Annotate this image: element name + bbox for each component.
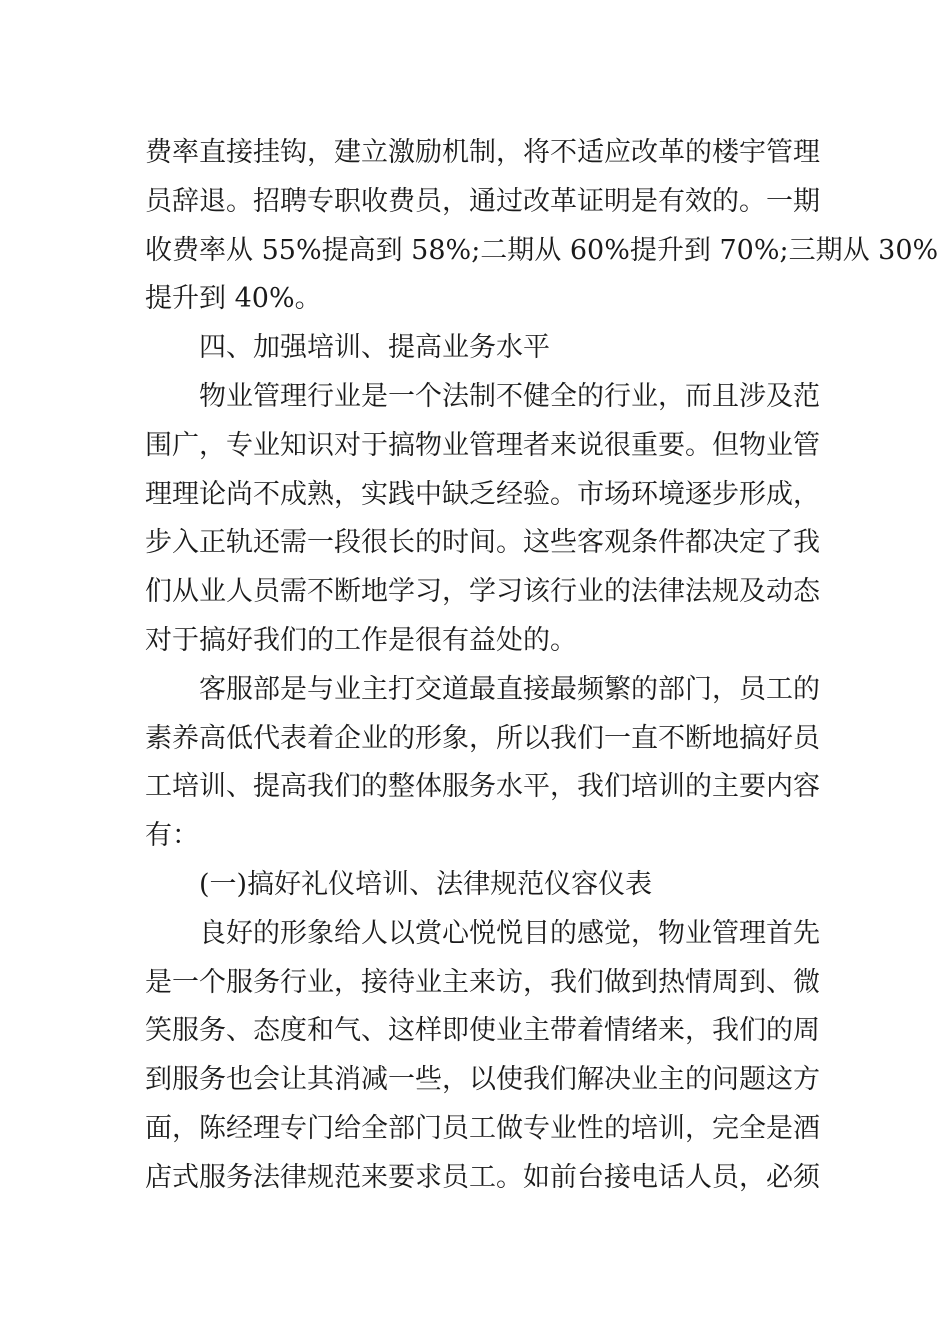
text-line: 员辞退。招聘专职收费员，通过改革证明是有效的。一期 [145, 185, 820, 217]
text-line: 笑服务、态度和气、这样即使业主带着情绪来，我们的周 [145, 1015, 820, 1047]
text-line: 良好的形象给人以赏心悦悦目的感觉，物业管理首先 [199, 917, 820, 949]
section-heading: 四、加强培训、提高业务水平 [199, 332, 550, 364]
text-line: 物业管理行业是一个法制不健全的行业，而且涉及范 [199, 380, 820, 412]
document-body [145, 129, 939, 1203]
text-line: 理理论尚不成熟，实践中缺乏经验。市场环境逐步形成， [145, 478, 820, 510]
text-line: 围广，专业知识对于搞物业管理者来说很重要。但物业管 [145, 429, 820, 461]
subsection-heading: (一)搞好礼仪培训、法律规范仪容仪表 [199, 868, 653, 900]
text-line: 工培训、提高我们的整体服务水平，我们培训的主要内容 [145, 771, 820, 803]
text-line: 费率直接挂钩，建立激励机制，将不适应改革的楼宇管理 [145, 137, 820, 168]
text-line: 客服部是与业主打交道最直接最频繁的部门，员工的 [199, 673, 820, 705]
text-line: 是一个服务行业，接待业主来访，我们做到热情周到、微 [145, 966, 820, 998]
text-line: 素养高低代表着企业的形象，所以我们一直不断地搞好员 [145, 722, 820, 754]
text-line: 店式服务法律规范来要求员工。如前台接电话人员，必须 [145, 1161, 820, 1193]
text-line: 有： [145, 820, 199, 852]
text-line: 到服务也会让其消减一些，以使我们解决业主的问题这方 [145, 1064, 820, 1096]
text-line: 步入正轨还需一段很长的时间。这些客观条件都决定了我 [145, 527, 820, 559]
text-line: 面，陈经理专门给全部门员工做专业性的培训，完全是酒 [145, 1112, 820, 1144]
text-line: 提升到 40%。 [145, 283, 322, 315]
text-line: 收费率从 55%提高到 58%;二期从 60%提升到 70%;三期从 30% [145, 234, 939, 266]
text-line: 对于搞好我们的工作是很有益处的。 [145, 624, 577, 656]
text-line: 们从业人员需不断地学习，学习该行业的法律法规及动态 [145, 576, 820, 608]
